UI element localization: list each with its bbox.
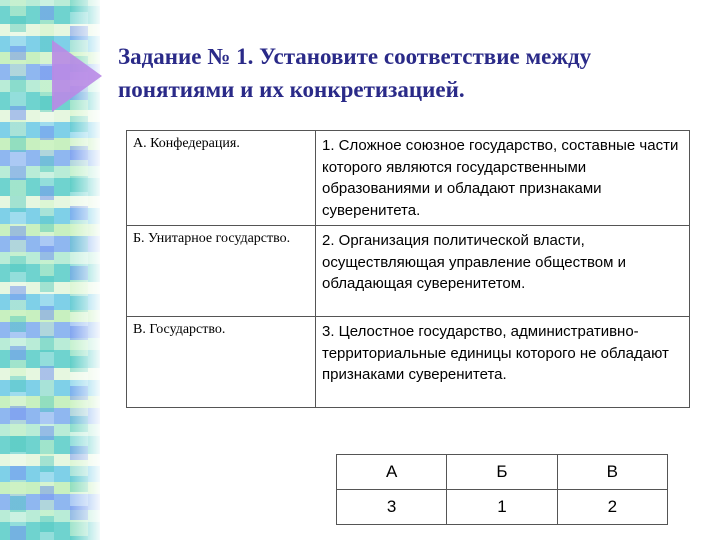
definition-cell: 1. Сложное союзное государство, составные части которого являются государственными образованиями и обладают признаками суверенитета. [316, 131, 690, 226]
decorative-triangle-icon [52, 40, 102, 112]
mosaic-column [10, 0, 26, 540]
definition-cell: 2. Организация политической власти, осуществляющая управление обществом и обладающая суверенитетом. [316, 226, 690, 317]
answer-value-cell: 1 [447, 490, 557, 525]
answer-header-cell: Б [447, 455, 557, 490]
concept-cell: Б. Унитарное государство. [127, 226, 316, 317]
answer-header-row [337, 455, 668, 490]
concept-cell: В. Государство. [127, 317, 316, 408]
answer-value-row [337, 490, 668, 525]
table-row [127, 131, 690, 226]
answer-value-cell: 3 [337, 490, 447, 525]
matching-table [126, 130, 690, 408]
table-row [127, 317, 690, 408]
slide-title: Задание № 1. Установите соответствие между понятиями и их конкретизацией. [118, 44, 592, 102]
table-row [127, 226, 690, 317]
concept-cell: А. Конфедерация. [127, 131, 316, 226]
answer-value-cell: 2 [557, 490, 667, 525]
answer-table [336, 454, 668, 525]
definition-cell: 3. Целостное государство, административно-территориальные единицы которого не обладают признаками суверенитета. [316, 317, 690, 408]
answer-header-cell: А [337, 455, 447, 490]
answer-header-cell: В [557, 455, 667, 490]
